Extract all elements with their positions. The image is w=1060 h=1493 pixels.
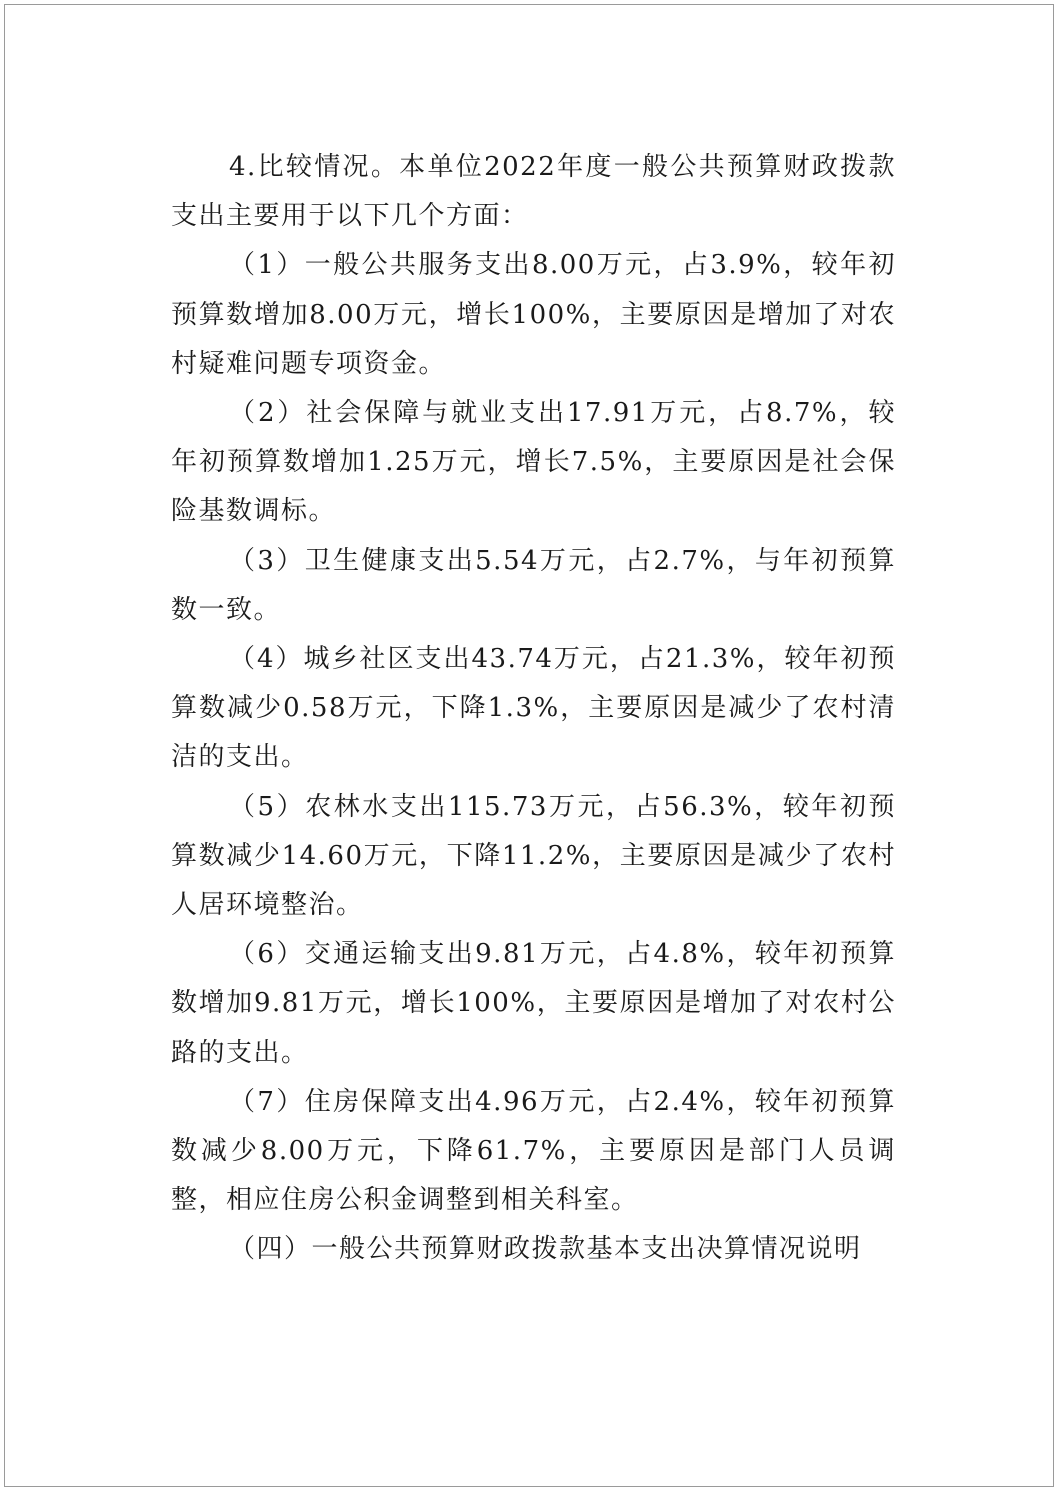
- paragraph-housing-security: （7）住房保障支出4.96万元，占2.4%，较年初预算数减少8.00万元，下降61.7%，主要原因是部门人员调整，相应住房公积金调整到相关科室。: [171, 1086, 896, 1216]
- paragraph-social-security-employment: （2）社会保障与就业支出17.91万元，占8.7%，较年初预算数增加1.25万元，增长7.5%，主要原因是社会保险基数调标。: [171, 398, 896, 527]
- paragraph-agriculture-forestry-water: （5）农林水支出115.73万元，占56.3%，较年初预算数减少14.60万元，下降11.2%，主要原因是减少了农村人居环境整治。: [171, 791, 896, 921]
- paragraph-general-public-services: （1）一般公共服务支出8.00万元，占3.9%，较年初预算数增加8.00万元，增长100%，主要原因是增加了对农村疑难问题专项资金。: [171, 250, 896, 379]
- document-page: [4, 4, 1054, 1487]
- paragraph-health: （3）卫生健康支出5.54万元，占2.7%，与年初预算数一致。: [171, 545, 896, 625]
- paragraph-comparison-intro: 4.比较情况。本单位2022年度一般公共预算财政拨款支出主要用于以下几个方面：: [171, 152, 896, 232]
- paragraph-transportation: （6）交通运输支出9.81万元，占4.8%，较年初预算数增加9.81万元，增长100%，主要原因是增加了对农村公路的支出。: [171, 939, 896, 1068]
- paragraph-urban-rural-community: （4）城乡社区支出43.74万元，占21.3%，较年初预算数减少0.58万元，下降1.3%，主要原因是减少了农村清洁的支出。: [171, 644, 896, 773]
- document-body: [171, 143, 896, 1275]
- section-heading: （四）一般公共预算财政拨款基本支出决算情况说明: [229, 1234, 862, 1265]
